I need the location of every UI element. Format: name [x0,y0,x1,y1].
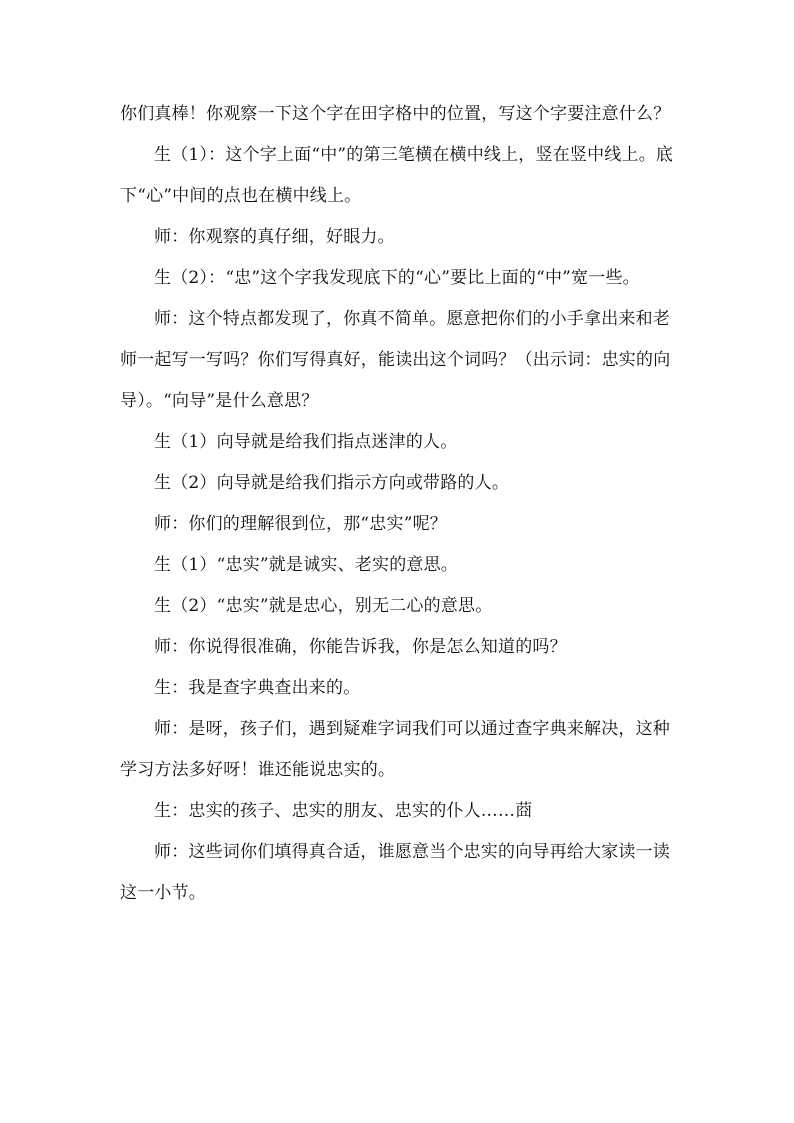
paragraph-student-1-guide-meaning: 生（1）向导就是给我们指点迷津的人。 [154,432,458,452]
paragraph-student-1-observation: 生（1）：这个字上面“中”的第三笔横在横中线上，竖在竖中线上。底下“心”中间的点也在横中线上。 [120,145,674,206]
paragraph-teacher-reading: 师：这些词你们填得真合适，谁愿意当个忠实的向导再给大家读一读这一小节。 [120,842,670,903]
paragraph-student-1-loyal-meaning: 生（1）“忠实”就是诚实、老实的意思。 [154,555,458,575]
paragraph-student-2-loyal-meaning: 生（2）“忠实”就是忠心，别无二心的意思。 [154,596,493,616]
document-body [120,94,680,914]
paragraph-teacher-how-know: 师：你说得很准确，你能告诉我，你是怎么知道的吗？ [154,637,567,657]
paragraph-teacher-method: 师：是呀，孩子们，遇到疑难字词我们可以通过查字典来解决，这种学习方法多好呀！谁还能说忠实的。 [120,719,670,780]
paragraph-teacher-praise: 师：你观察的真仔细，好眼力。 [154,227,395,247]
paragraph-teacher-loyal-question: 师：你们的理解很到位，那“忠实”呢？ [154,514,447,534]
paragraph-student-2-observation: 生（2）：“忠”这个字我发现底下的“心”要比上面的“中”宽一些。 [154,268,640,288]
paragraph-student-examples: 生：忠实的孩子、忠实的朋友、忠实的仆人……莔 [154,801,533,821]
paragraph-student-2-guide-meaning: 生（2）向导就是给我们指示方向或带路的人。 [154,473,510,493]
paragraph-intro-question: 你们真棒！你观察一下这个字在田字格中的位置，写这个字要注意什么？ [120,104,671,124]
paragraph-teacher-guidance: 师：这个特点都发现了，你真不简单。愿意把你们的小手拿出来和老师一起写一写吗？你们写得真好，能读出这个词吗？（出示词：忠实的向导）。“向导”是什么意思？ [120,309,671,411]
paragraph-student-dictionary: 生：我是查字典查出来的。 [154,678,361,698]
